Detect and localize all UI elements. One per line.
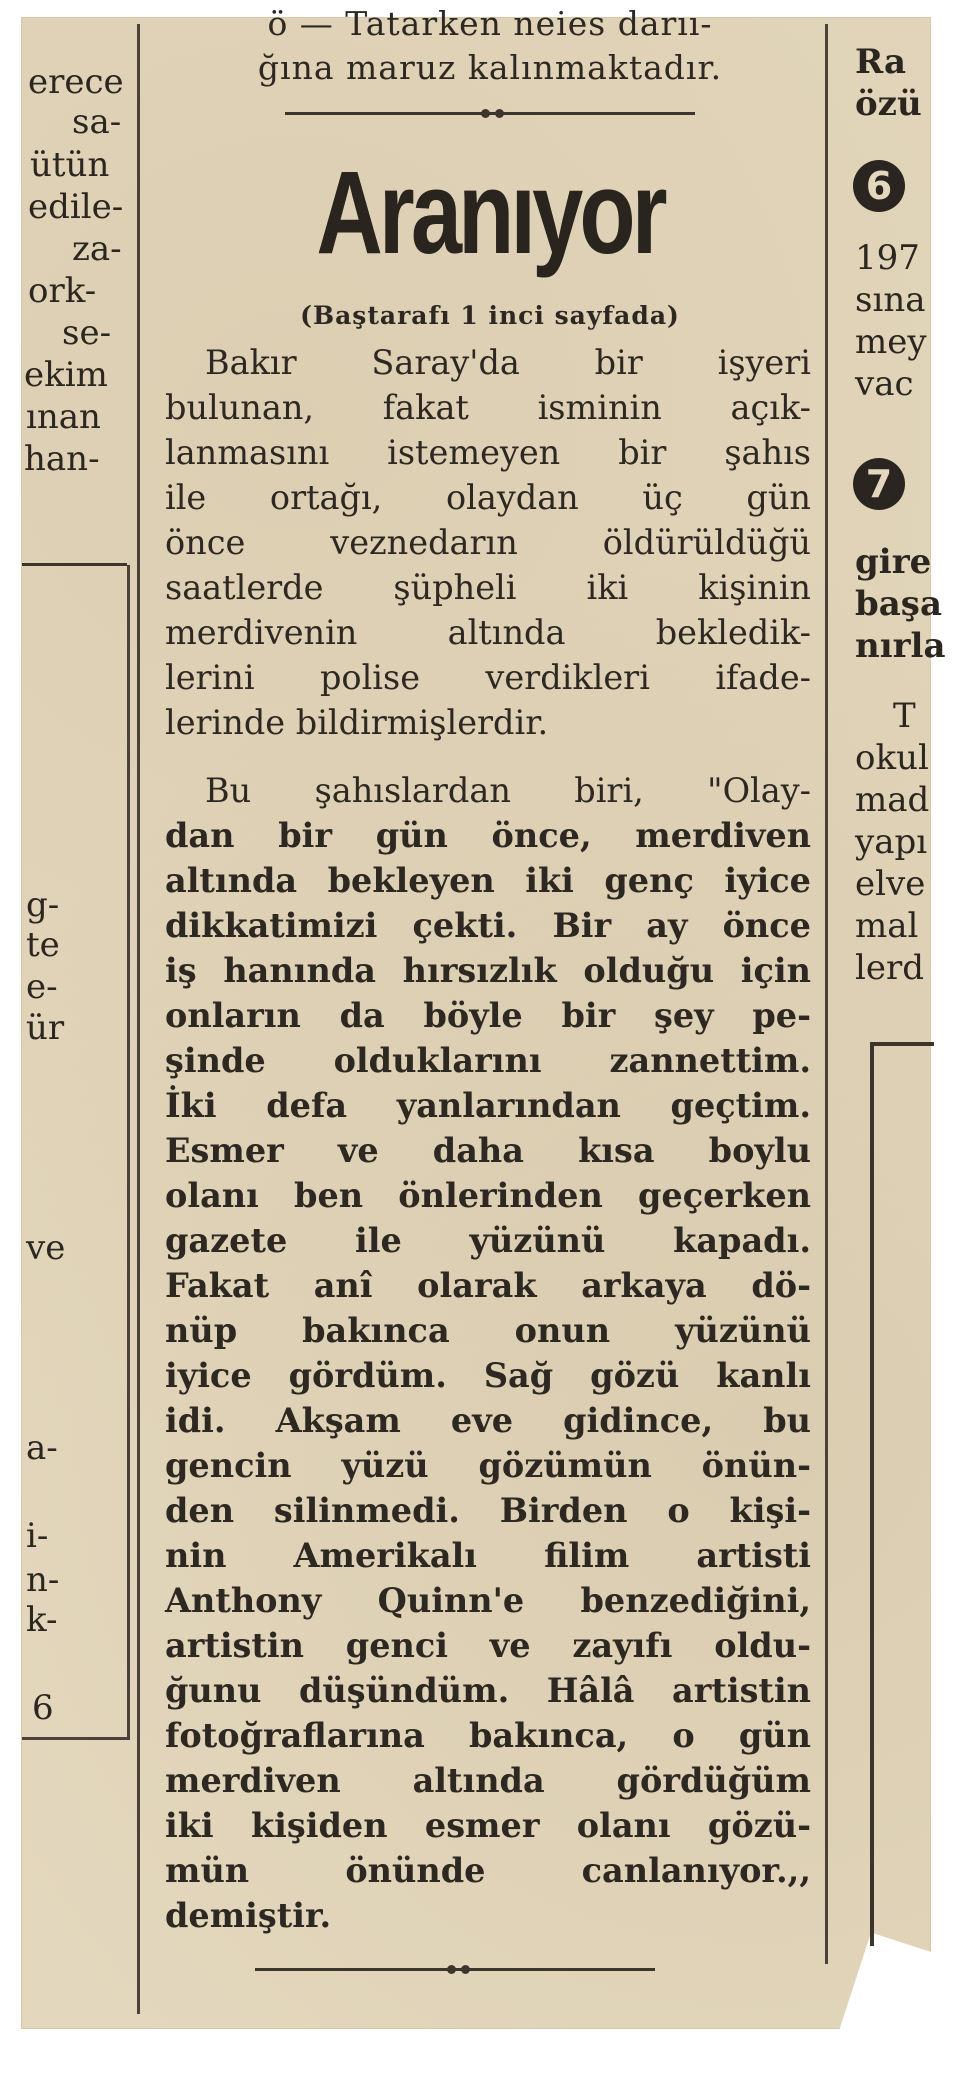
text-line: fotoğraflarına bakınca, o gün	[165, 1716, 811, 1755]
left-fragment: n-	[26, 1560, 60, 1600]
ornament-dot	[495, 109, 504, 118]
text-line: bulunan, fakat isminin açık-	[165, 388, 811, 427]
right-column-box	[870, 1042, 934, 1946]
left-fragment: ork-	[28, 271, 97, 311]
left-fragment: te	[26, 925, 60, 965]
text-line: Anthony Quinn'e benzediğini,	[165, 1581, 811, 1620]
column-rule	[137, 24, 140, 2014]
article-top-line: ö — Tatarken neies darıı-	[267, 4, 713, 43]
ornament-dot	[447, 1965, 456, 1974]
left-fragment: sa-	[72, 102, 122, 142]
text-line: merdivenin altında bekledik-	[165, 613, 811, 652]
text-line: mün önünde canlanıyor.,,	[165, 1851, 811, 1890]
text-line: olanı ben önlerinden geçerken	[165, 1176, 811, 1215]
text-line: Bakır Saray'da bir işyeri	[205, 343, 811, 382]
text-line: onların da böyle bir şey pe-	[165, 996, 811, 1035]
paragraph-2	[165, 768, 811, 1938]
number-badge: 7	[853, 458, 905, 510]
ornament-dot	[481, 109, 490, 118]
number-badge: 6	[853, 160, 905, 212]
left-fragment: k-	[26, 1600, 58, 1640]
article-headline: Aranıyor	[316, 147, 664, 279]
text-line: dikkatimizi çekti. Bir ay önce	[165, 906, 811, 945]
text-line: ğunu düşündüm. Hâlâ artistin	[165, 1671, 811, 1710]
text-line: ile ortağı, olaydan üç gün	[165, 478, 811, 517]
left-fragment: ve	[26, 1228, 66, 1268]
text-line: Fakat anî olarak arkaya dö-	[165, 1266, 811, 1305]
left-fragment: ütün	[30, 145, 110, 185]
right-fragment: okul	[855, 738, 929, 778]
right-fragment: sına	[855, 280, 926, 320]
left-fragment: ür	[26, 1008, 65, 1048]
right-fragment: nırla	[855, 626, 946, 666]
text-line: demiştir.	[165, 1896, 332, 1935]
text-line: lerini polise verdikleri ifade-	[165, 658, 811, 697]
right-fragment: mal	[855, 906, 919, 946]
right-fragment: 197	[855, 238, 920, 278]
article-continuation-note: (Baştarafı 1 inci sayfada)	[300, 301, 680, 330]
article-top-line: ğına maruz kalınmaktadır.	[257, 48, 723, 87]
text-line: nin Amerikalı filim artisti	[165, 1536, 811, 1575]
right-fragment: özü	[855, 84, 922, 124]
text-line: iş hanında hırsızlık olduğu için	[165, 951, 811, 990]
text-line: gencin yüzü gözümün önün-	[165, 1446, 811, 1485]
text-line: merdiven altında gördüğüm	[165, 1761, 811, 1800]
text-line: İki defa yanlarından geçtim.	[165, 1086, 811, 1125]
left-fragment: erece	[28, 62, 124, 102]
text-line: lanmasını istemeyen bir şahıs	[165, 433, 811, 472]
right-fragment: mey	[855, 322, 927, 362]
right-fragment: vac	[855, 364, 914, 404]
left-fragment: ekim	[24, 355, 108, 395]
text-line: nüp bakınca onun yüzünü	[165, 1311, 811, 1350]
text-line: den silinmedi. Birden o kişi-	[165, 1491, 811, 1530]
right-fragment: başa	[855, 584, 942, 624]
paragraph-1	[165, 340, 811, 745]
right-fragment: elve	[855, 864, 926, 904]
text-line: Bu şahıslardan biri, "Olay-	[205, 771, 811, 810]
ornament-dot	[461, 1965, 470, 1974]
right-fragment: lerd	[855, 948, 925, 988]
text-line: altında bekleyen iki genç iyice	[165, 861, 811, 900]
text-line: gazete ile yüzünü kapadı.	[165, 1221, 811, 1260]
column-rule	[825, 24, 828, 1964]
text-line: iyice gördüm. Sağ gözü kanlı	[165, 1356, 811, 1395]
right-fragment: Ra	[855, 42, 907, 82]
left-fragment: edile-	[28, 187, 124, 227]
left-fragment: e-	[26, 967, 58, 1007]
right-fragment: gire	[855, 542, 932, 582]
text-line: önce veznedarın öldürüldüğü	[165, 523, 811, 562]
text-line: iki kişiden esmer olanı gözü-	[165, 1806, 811, 1845]
ornament-rule	[285, 112, 695, 115]
text-line: idi. Akşam eve gidince, bu	[165, 1401, 811, 1440]
text-line: dan bir gün önce, merdiven	[165, 816, 811, 855]
text-line: saatlerde şüpheli iki kişinin	[165, 568, 811, 607]
left-fragment: han-	[24, 439, 100, 479]
right-fragment: mad	[855, 780, 930, 820]
text-line: artistin genci ve zayıfı oldu-	[165, 1626, 811, 1665]
left-column-box	[22, 565, 130, 1740]
left-fragment: 6	[32, 1688, 54, 1728]
left-fragment: a-	[26, 1428, 58, 1468]
text-line: Esmer ve daha kısa boylu	[165, 1131, 811, 1170]
left-fragment: i-	[26, 1516, 49, 1556]
right-fragment: T	[893, 696, 916, 736]
right-fragment: yapı	[855, 822, 928, 862]
left-fragment: g-	[26, 885, 60, 925]
left-fragment: se-	[62, 313, 112, 353]
text-line: lerinde bildirmişlerdir.	[165, 703, 549, 742]
text-line: şinde olduklarını zannettim.	[165, 1041, 811, 1080]
left-fragment: za-	[72, 229, 122, 269]
left-fragment: ınan	[26, 397, 101, 437]
